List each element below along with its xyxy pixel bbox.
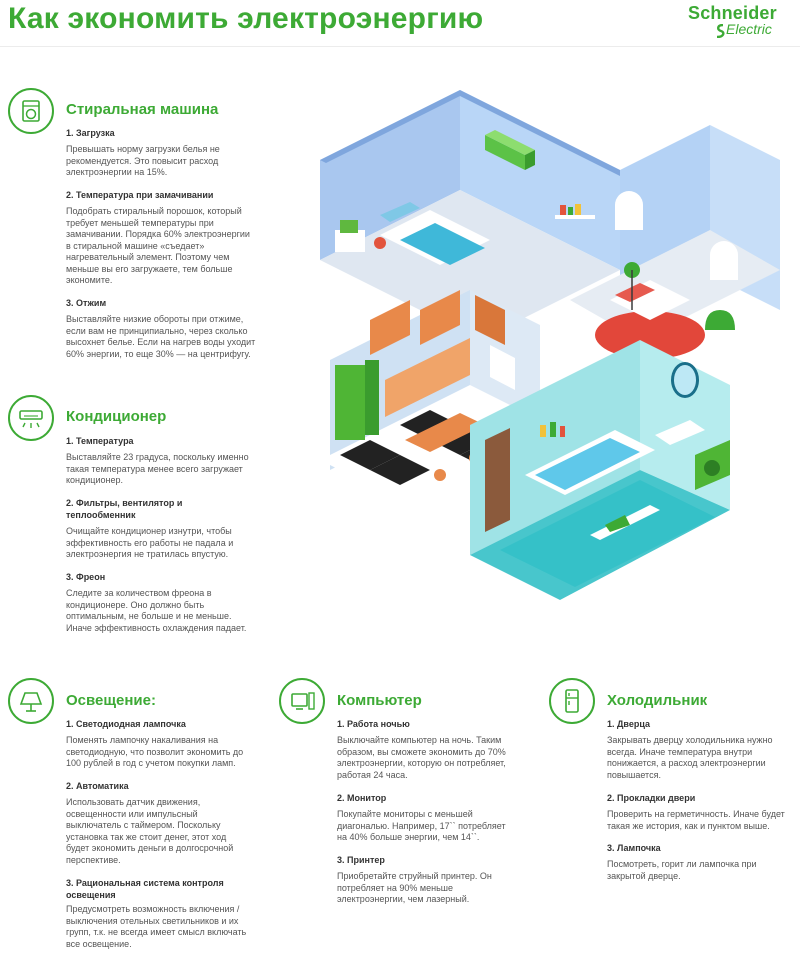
aircon-title: Кондиционер xyxy=(66,408,167,425)
computer-heading-1: 1. Работа ночью xyxy=(337,719,410,729)
washer-title: Стиральная машина xyxy=(66,101,219,118)
shelf xyxy=(555,215,595,219)
washer-text-1: Превышать норму загрузки белья не рекомендуется. Это повысит расход электроэнергии на 15%. xyxy=(66,144,220,177)
aircon-heading-1: 1. Температура xyxy=(66,436,134,446)
page-title: Как экономить электроэнергию xyxy=(8,2,484,35)
computer-text-2: Покупайте мониторы с меньшей диагональю. Например, 17`` потребляет на 40% больше энергии, чем 14``. xyxy=(337,809,506,842)
arched-window xyxy=(615,191,643,230)
aircon-text-2: Очищайте кондиционер изнутри, чтобы эффективность его работы не падала и электроэнергия не тратилась впустую. xyxy=(66,526,234,559)
aircon-heading-2: 2. Фильтры, вентилятор и теплообменник xyxy=(66,498,183,520)
computer-title: Компьютер xyxy=(337,692,422,709)
lighting-heading-1: 1. Светодиодная лампочка xyxy=(66,719,186,729)
lighting-text-3: Предусмотреть возможность включения / выключения отельных светильников и их групп, т.к. не всегда имеет смысл включать все освещение. xyxy=(66,904,247,949)
fridge-title: Холодильник xyxy=(607,692,708,709)
vacuum-cleaner xyxy=(705,310,735,330)
fridge-icon xyxy=(549,678,595,724)
computer-text-1: Выключайте компьютер на ночь. Таким образом, вы сможете экономить до 70% электроэнергии, которую он потребляет, работая 24 часа. xyxy=(337,735,506,780)
lighting-heading-3: 3. Рациональная система контроля освещения xyxy=(66,878,224,900)
lighting-text-1: Поменять лампочку накаливания на светодиодную, что позволит экономить до 100 рублей в год с учетом покупки ламп. xyxy=(66,735,244,768)
computer-heading-3: 3. Принтер xyxy=(337,855,385,865)
washing-machine-icon xyxy=(8,88,54,134)
schneider-electric-logo: Schneider Electric xyxy=(688,3,777,37)
computer-text-3: Приобретайте струйный принтер. Он потребляет на 90% меньше электроэнергии, чем лазерный. xyxy=(337,871,492,904)
fridge-heading-2: 2. Прокладки двери xyxy=(607,793,696,803)
computer-heading-2: 2. Монитор xyxy=(337,793,387,803)
fridge-text-3: Посмотреть, горит ли лампочка при закрытой дверце. xyxy=(607,859,757,881)
fridge-heading-3: 3. Лампочка xyxy=(607,843,661,853)
air-conditioner-icon xyxy=(8,395,54,441)
lighting-text-2: Использовать датчик движения, освещенности или импульсный выключатель с таймером. Поскольку установка так же стоит денег, этот ход будет экономить деньги в долгосрочной перспективе. xyxy=(66,797,234,865)
aircon-text-3: Следите за количеством фреона в кондиционере. Оно должно быть оптимальным, не больше и не меньше. Иначе эффективность охлаждения падает. xyxy=(66,588,247,633)
logo-swoosh-icon xyxy=(714,24,726,38)
lighting-title: Освещение: xyxy=(66,692,156,709)
washer-heading-1: 1. Загрузка xyxy=(66,128,115,138)
washer-text-3: Выставляйте низкие обороты при отжиме, если вам не принципиально, через сколько высохнет белье. Если на нагрев воды уходит 60% энергии, то еще 30% — на центрифугу. xyxy=(66,314,256,359)
chair xyxy=(374,237,386,249)
header-divider xyxy=(0,46,800,47)
computer-icon xyxy=(279,678,325,724)
fridge-text-2: Проверить на герметичность. Иначе будет такая же история, как и пунктом выше. xyxy=(607,809,785,831)
lighting-heading-2: 2. Автоматика xyxy=(66,781,129,791)
fridge-heading-1: 1. Дверца xyxy=(607,719,650,729)
washer-text-2: Подобрать стиральный порошок, который требует меньшей температуры при замачивании. Порядка 60% электроэнергии в стиральной машине «съедает» нагревательный элемент. Поэтому чем меньше вы его загружаете, тем больше экономите. xyxy=(66,206,250,285)
door xyxy=(485,428,510,532)
refrigerator xyxy=(335,365,365,440)
aircon-text-1: Выставляйте 23 градуса, поскольку именно такая температура менее всего загружает кондиционер. xyxy=(66,452,249,485)
lamp-icon xyxy=(8,678,54,724)
monitor xyxy=(340,220,358,233)
aircon-heading-3: 3. Фреон xyxy=(66,572,106,582)
house-illustration xyxy=(310,80,790,640)
desk xyxy=(335,230,365,252)
washer-heading-3: 3. Отжим xyxy=(66,298,107,308)
washer-heading-2: 2. Температура при замачивании xyxy=(66,190,214,200)
fridge-text-1: Закрывать дверцу холодильника нужно всегда. Иначе температура внутри понижается, а расход электроэнергии повышается. xyxy=(607,735,773,780)
